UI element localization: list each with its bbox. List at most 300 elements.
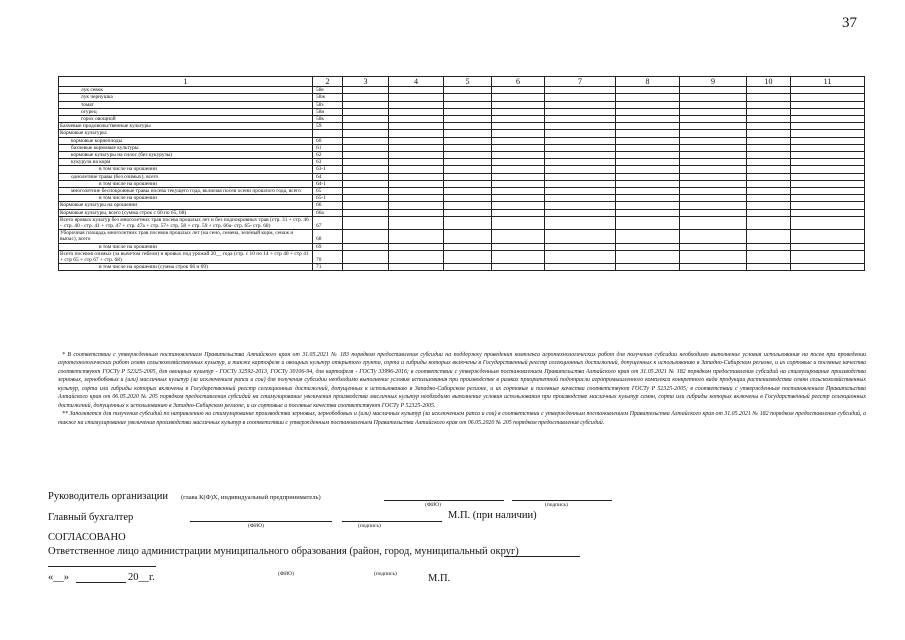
value-cell[interactable] [616, 123, 680, 130]
value-cell[interactable] [747, 101, 791, 108]
value-cell[interactable] [545, 216, 616, 229]
value-cell[interactable] [747, 173, 791, 180]
official-fio-line[interactable] [48, 566, 156, 567]
value-cell[interactable] [616, 94, 680, 101]
row-code: 63-1 [313, 166, 343, 173]
value-cell[interactable] [680, 264, 747, 271]
date-day: «__» [48, 572, 69, 583]
value-cell[interactable] [747, 188, 791, 195]
table-row [59, 173, 865, 180]
row-code: 65 [313, 188, 343, 195]
value-cell[interactable] [680, 195, 747, 202]
value-cell[interactable] [492, 264, 545, 271]
value-cell[interactable] [492, 87, 545, 94]
mp-if-any: М.П. (при наличии) [448, 510, 537, 521]
footnotes [58, 351, 866, 427]
header-cell: 10 [747, 77, 791, 87]
value-cell[interactable] [747, 209, 791, 216]
value-cell[interactable] [791, 216, 865, 229]
value-cell[interactable] [389, 87, 444, 94]
value-cell[interactable] [343, 94, 389, 101]
official-label: Ответственное лицо администрации муниципального образования (район, город, муниципальный округ) [48, 546, 519, 557]
value-cell[interactable] [444, 144, 492, 151]
value-cell[interactable] [680, 230, 747, 243]
chief-sign-line[interactable] [342, 521, 442, 522]
value-cell[interactable] [389, 195, 444, 202]
value-cell[interactable] [444, 108, 492, 115]
value-cell[interactable] [492, 216, 545, 229]
row-label: лук чернушка [59, 94, 313, 101]
row-label: многолетние беспокровные травы посева текущего года, включая посев осени прошлого года, всего [59, 188, 313, 195]
value-cell[interactable] [680, 144, 747, 151]
value-cell[interactable] [389, 130, 444, 137]
header-cell: 2 [313, 77, 343, 87]
row-code: 58к [313, 116, 343, 123]
value-cell[interactable] [444, 195, 492, 202]
value-cell[interactable] [444, 216, 492, 229]
row-code: 68 [313, 230, 343, 243]
value-cell[interactable] [680, 166, 747, 173]
value-cell[interactable] [343, 101, 389, 108]
row-label: в том числе на орошении [59, 195, 313, 202]
value-cell[interactable] [389, 209, 444, 216]
value-cell[interactable] [616, 159, 680, 166]
value-cell[interactable] [747, 264, 791, 271]
value-cell[interactable] [389, 250, 444, 263]
value-cell[interactable] [616, 180, 680, 187]
value-cell[interactable] [680, 137, 747, 144]
value-cell[interactable] [343, 180, 389, 187]
value-cell[interactable] [680, 173, 747, 180]
value-cell[interactable] [492, 116, 545, 123]
value-cell[interactable] [791, 209, 865, 216]
value-cell[interactable] [343, 243, 389, 250]
value-cell[interactable] [444, 209, 492, 216]
value-cell[interactable] [747, 195, 791, 202]
value-cell[interactable] [444, 87, 492, 94]
value-cell[interactable] [444, 180, 492, 187]
value-cell[interactable] [444, 230, 492, 243]
value-cell[interactable] [680, 152, 747, 159]
value-cell[interactable] [616, 87, 680, 94]
table-row [59, 195, 865, 202]
value-cell[interactable] [492, 188, 545, 195]
value-cell[interactable] [747, 87, 791, 94]
value-cell[interactable] [747, 152, 791, 159]
value-cell[interactable] [747, 180, 791, 187]
row-code: 71 [313, 264, 343, 271]
value-cell[interactable] [616, 101, 680, 108]
value-cell[interactable] [444, 264, 492, 271]
row-label: горох овощной [59, 116, 313, 123]
value-cell[interactable] [747, 166, 791, 173]
value-cell[interactable] [616, 152, 680, 159]
head-note: (глава К(Ф)Х, индивидуальный предприниматель) [181, 494, 321, 501]
row-code: 61 [313, 144, 343, 151]
value-cell[interactable] [389, 159, 444, 166]
chief-sign-caption: (подпись) [358, 523, 381, 529]
value-cell[interactable] [791, 87, 865, 94]
value-cell[interactable] [791, 130, 865, 137]
value-cell[interactable] [616, 230, 680, 243]
value-cell[interactable] [791, 159, 865, 166]
header-cell: 4 [389, 77, 444, 87]
value-cell[interactable] [343, 250, 389, 263]
value-cell[interactable] [389, 173, 444, 180]
row-code: 58и [313, 108, 343, 115]
value-cell[interactable] [747, 116, 791, 123]
value-cell[interactable] [791, 101, 865, 108]
value-cell[interactable] [747, 230, 791, 243]
value-cell[interactable] [791, 202, 865, 209]
value-cell[interactable] [389, 202, 444, 209]
value-cell[interactable] [444, 173, 492, 180]
table-row [59, 250, 865, 263]
row-code: 59 [313, 123, 343, 130]
date-year: 20__г. [128, 572, 155, 583]
value-cell[interactable] [680, 250, 747, 263]
value-cell[interactable] [444, 123, 492, 130]
value-cell[interactable] [389, 137, 444, 144]
value-cell[interactable] [389, 152, 444, 159]
value-cell[interactable] [747, 159, 791, 166]
value-cell[interactable] [492, 202, 545, 209]
value-cell[interactable] [680, 159, 747, 166]
table-row [59, 216, 865, 229]
row-label: в том числе на орошении (сумма строк 66 и 69) [59, 264, 313, 271]
value-cell[interactable] [680, 94, 747, 101]
table-row [59, 116, 865, 123]
row-code: 64 [313, 173, 343, 180]
table-row [59, 209, 865, 216]
value-cell[interactable] [616, 243, 680, 250]
value-cell[interactable] [791, 188, 865, 195]
agreed-label: СОГЛАСОВАНО [48, 532, 126, 543]
value-cell[interactable] [389, 216, 444, 229]
value-cell[interactable] [791, 230, 865, 243]
value-cell[interactable] [791, 180, 865, 187]
table-row [59, 166, 865, 173]
value-cell[interactable] [791, 195, 865, 202]
value-cell[interactable] [389, 243, 444, 250]
value-cell[interactable] [545, 116, 616, 123]
head-sign-line[interactable] [512, 500, 612, 501]
value-cell[interactable] [444, 202, 492, 209]
value-cell[interactable] [616, 195, 680, 202]
row-code: 66 [313, 202, 343, 209]
value-cell[interactable] [343, 173, 389, 180]
value-cell[interactable] [492, 173, 545, 180]
value-cell[interactable] [791, 116, 865, 123]
value-cell[interactable] [791, 144, 865, 151]
value-cell[interactable] [747, 216, 791, 229]
value-cell[interactable] [747, 144, 791, 151]
value-cell[interactable] [444, 101, 492, 108]
table-row [59, 94, 865, 101]
value-cell[interactable] [616, 108, 680, 115]
value-cell[interactable] [389, 116, 444, 123]
value-cell[interactable] [545, 180, 616, 187]
value-cell[interactable] [680, 87, 747, 94]
header-cell: 3 [343, 77, 389, 87]
value-cell[interactable] [791, 152, 865, 159]
table-row [59, 137, 865, 144]
value-cell[interactable] [747, 130, 791, 137]
header-cell: 8 [616, 77, 680, 87]
value-cell[interactable] [545, 195, 616, 202]
table-row [59, 152, 865, 159]
value-cell[interactable] [444, 130, 492, 137]
value-cell[interactable] [616, 116, 680, 123]
value-cell[interactable] [545, 108, 616, 115]
value-cell[interactable] [616, 144, 680, 151]
value-cell[interactable] [616, 209, 680, 216]
value-cell[interactable] [747, 108, 791, 115]
value-cell[interactable] [343, 216, 389, 229]
row-label: Бахчевые продовольственные культуры [59, 123, 313, 130]
value-cell[interactable] [616, 202, 680, 209]
header-cell: 1 [59, 77, 313, 87]
value-cell[interactable] [343, 195, 389, 202]
value-cell[interactable] [444, 152, 492, 159]
row-label: в том числе на орошении [59, 180, 313, 187]
value-cell[interactable] [680, 101, 747, 108]
official-sign-caption: (подпись) [374, 571, 397, 577]
row-code: 70 [313, 250, 343, 263]
table-row [59, 159, 865, 166]
value-cell[interactable] [680, 209, 747, 216]
value-cell[interactable] [343, 264, 389, 271]
value-cell[interactable] [492, 108, 545, 115]
head-label: Руководитель организации [48, 491, 168, 502]
value-cell[interactable] [389, 180, 444, 187]
chief-accountant-label: Главный бухгалтер [48, 512, 134, 523]
value-cell[interactable] [616, 216, 680, 229]
table-row [59, 144, 865, 151]
value-cell[interactable] [492, 250, 545, 263]
row-code: 58е [313, 87, 343, 94]
table-row [59, 130, 865, 137]
table-row [59, 180, 865, 187]
value-cell[interactable] [545, 243, 616, 250]
value-cell[interactable] [680, 130, 747, 137]
header-cell: 9 [680, 77, 747, 87]
head-fio-caption: (ФИО) [425, 502, 441, 508]
value-cell[interactable] [444, 116, 492, 123]
value-cell[interactable] [444, 159, 492, 166]
row-code: 66а [313, 209, 343, 216]
value-cell[interactable] [343, 144, 389, 151]
row-label: огурец [59, 108, 313, 115]
value-cell[interactable] [545, 94, 616, 101]
value-cell[interactable] [343, 159, 389, 166]
value-cell[interactable] [492, 101, 545, 108]
row-label: однолетние травы (без озимых), всего [59, 173, 313, 180]
footnote-1: * В соответствии с утвержденным постановлением Правительства Алтайского края от 31.05.2021 № 183 порядком предоставления субсидии на поддержку проведения комплекса агротехнологических работ для получения субсидии необходимо выполнение условия использования на посев при проведении агротехнологических работ семян сельскохозяйственных культур, а также картофеля и овощных культур открытого грунта, сорта и гибриды которых включены в Государственный реестр селекционных достижений, допущенных к использованию в Западно-Сибирском регионе, и их сортовые и посевные качества соответствуют ГОСТу Р 52325-2005, для овощных культур - ГОСТу 32592-2013, ГОСТу 30106-94, для картофеля - ГОСТу 33996-2016; в соответствии с утвержденным постановлением Правительства Алтайского края от 31.05.2021 № 182 порядком предоставления субсидий на стимулирование производства зерновых, зернобобовых и (или) масличных культур (за исключением рапса и сои) для получения субсидии необходимо выполнение условия использования при производстве в рамках приоритетной подотрасли агропромышленного комплекса конкретного вида продукции растениеводства семян сельскохозяйственных культур, сорта или гибриды которых включены в Государственный реестр селекционных достижений, допущенных к использованию в Западно-Сибирском регионе, и их сортовые и посевные качества соответствуют ГОСТу Р 52325-2005; в соответствии с утвержденным постановлением Правительства Алтайского края от 06.05.2020 № 205 порядком предоставления субсидий на стимулирование увеличения производства масличных культур необходимо выполнение условия использования при производстве масличных культур семян, сорта или гибриды которых включены в Государственный реестр селекционных достижений, допущенных к использованию в Западно-Сибирском регионе, и их сортовые и посевные качества соответствуют ГОСТу Р 52325-2005. [58, 352, 866, 409]
row-label: Кормовые культуры на орошении [59, 202, 313, 209]
value-cell[interactable] [680, 216, 747, 229]
value-cell[interactable] [545, 152, 616, 159]
value-cell[interactable] [389, 230, 444, 243]
value-cell[interactable] [492, 166, 545, 173]
sown-area-table [58, 76, 865, 271]
value-cell[interactable] [492, 243, 545, 250]
table-row [59, 87, 865, 94]
value-cell[interactable] [343, 202, 389, 209]
value-cell[interactable] [343, 166, 389, 173]
row-label: в том числе на орошении [59, 243, 313, 250]
value-cell[interactable] [444, 137, 492, 144]
row-code: 58з [313, 101, 343, 108]
table-row [59, 230, 865, 243]
value-cell[interactable] [545, 264, 616, 271]
value-cell[interactable] [616, 130, 680, 137]
value-cell[interactable] [444, 166, 492, 173]
value-cell[interactable] [545, 250, 616, 263]
value-cell[interactable] [389, 123, 444, 130]
value-cell[interactable] [545, 173, 616, 180]
value-cell[interactable] [747, 243, 791, 250]
value-cell[interactable] [545, 144, 616, 151]
value-cell[interactable] [680, 116, 747, 123]
official-district-line[interactable] [504, 556, 580, 557]
value-cell[interactable] [791, 243, 865, 250]
table-row [59, 243, 865, 250]
value-cell[interactable] [492, 137, 545, 144]
header-cell: 5 [444, 77, 492, 87]
row-code: 65-1 [313, 195, 343, 202]
row-label: бахчевые кормовые культуры [59, 144, 313, 151]
value-cell[interactable] [616, 173, 680, 180]
value-cell[interactable] [492, 209, 545, 216]
value-cell[interactable] [680, 202, 747, 209]
row-label: кормовые культуры на силос (без кукурузы) [59, 152, 313, 159]
value-cell[interactable] [343, 116, 389, 123]
value-cell[interactable] [680, 123, 747, 130]
value-cell[interactable] [389, 94, 444, 101]
value-cell[interactable] [616, 250, 680, 263]
value-cell[interactable] [791, 108, 865, 115]
row-code [313, 130, 343, 137]
value-cell[interactable] [616, 166, 680, 173]
value-cell[interactable] [444, 94, 492, 101]
value-cell[interactable] [389, 188, 444, 195]
value-cell[interactable] [545, 101, 616, 108]
value-cell[interactable] [343, 137, 389, 144]
header-cell: 6 [492, 77, 545, 87]
value-cell[interactable] [492, 123, 545, 130]
value-cell[interactable] [545, 188, 616, 195]
value-cell[interactable] [545, 159, 616, 166]
value-cell[interactable] [492, 159, 545, 166]
value-cell[interactable] [389, 166, 444, 173]
value-cell[interactable] [343, 108, 389, 115]
value-cell[interactable] [343, 123, 389, 130]
value-cell[interactable] [545, 230, 616, 243]
row-label: Уборочная площадь многолетних трав посевов прошлых лет (на сено, семена, зелёный корм, сенаж и выпас), всего [59, 230, 313, 243]
value-cell[interactable] [389, 264, 444, 271]
value-cell[interactable] [616, 264, 680, 271]
value-cell[interactable] [444, 243, 492, 250]
value-cell[interactable] [747, 250, 791, 263]
value-cell[interactable] [616, 188, 680, 195]
value-cell[interactable] [492, 94, 545, 101]
chief-fio-line[interactable] [190, 521, 332, 522]
table-row [59, 108, 865, 115]
value-cell[interactable] [343, 152, 389, 159]
value-cell[interactable] [545, 130, 616, 137]
value-cell[interactable] [343, 87, 389, 94]
value-cell[interactable] [680, 243, 747, 250]
row-label: в том числе на орошении [59, 166, 313, 173]
row-code: 69 [313, 243, 343, 250]
value-cell[interactable] [492, 195, 545, 202]
value-cell[interactable] [791, 123, 865, 130]
value-cell[interactable] [492, 144, 545, 151]
head-sign-caption: (подпись) [545, 502, 568, 508]
value-cell[interactable] [791, 137, 865, 144]
value-cell[interactable] [545, 166, 616, 173]
value-cell[interactable] [343, 209, 389, 216]
value-cell[interactable] [747, 137, 791, 144]
table-row [59, 123, 865, 130]
header-cell: 11 [791, 77, 865, 87]
value-cell[interactable] [545, 209, 616, 216]
value-cell[interactable] [791, 94, 865, 101]
table-row [59, 202, 865, 209]
date-month-line[interactable] [76, 582, 126, 583]
value-cell[interactable] [616, 137, 680, 144]
table-row [59, 264, 865, 271]
row-label: Всего посевов озимых (за вычетом гибели) и яровых под урожай 20__ года (стр. с 10 по 14 + стр 40 + стр 41 + стр 65 + стр 67 + стр. 68) [59, 250, 313, 263]
value-cell[interactable] [545, 87, 616, 94]
value-cell[interactable] [492, 152, 545, 159]
value-cell[interactable] [680, 188, 747, 195]
page-number: 37 [842, 15, 857, 31]
value-cell[interactable] [791, 264, 865, 271]
table-row [59, 188, 865, 195]
value-cell[interactable] [343, 230, 389, 243]
value-cell[interactable] [545, 123, 616, 130]
row-code: 62 [313, 152, 343, 159]
value-cell[interactable] [444, 188, 492, 195]
row-code: 67 [313, 216, 343, 229]
head-fio-line[interactable] [384, 500, 504, 501]
value-cell[interactable] [747, 94, 791, 101]
value-cell[interactable] [747, 123, 791, 130]
value-cell[interactable] [492, 130, 545, 137]
value-cell[interactable] [545, 202, 616, 209]
chief-fio-caption: (ФИО) [248, 523, 264, 529]
value-cell[interactable] [791, 166, 865, 173]
value-cell[interactable] [444, 250, 492, 263]
value-cell[interactable] [389, 101, 444, 108]
value-cell[interactable] [680, 180, 747, 187]
value-cell[interactable] [492, 180, 545, 187]
value-cell[interactable] [680, 108, 747, 115]
value-cell[interactable] [791, 173, 865, 180]
value-cell[interactable] [389, 108, 444, 115]
value-cell[interactable] [343, 130, 389, 137]
header-cell: 7 [545, 77, 616, 87]
value-cell[interactable] [343, 188, 389, 195]
value-cell[interactable] [492, 230, 545, 243]
value-cell[interactable] [545, 137, 616, 144]
value-cell[interactable] [791, 250, 865, 263]
value-cell[interactable] [389, 144, 444, 151]
row-label: лук севок [59, 87, 313, 94]
value-cell[interactable] [747, 202, 791, 209]
